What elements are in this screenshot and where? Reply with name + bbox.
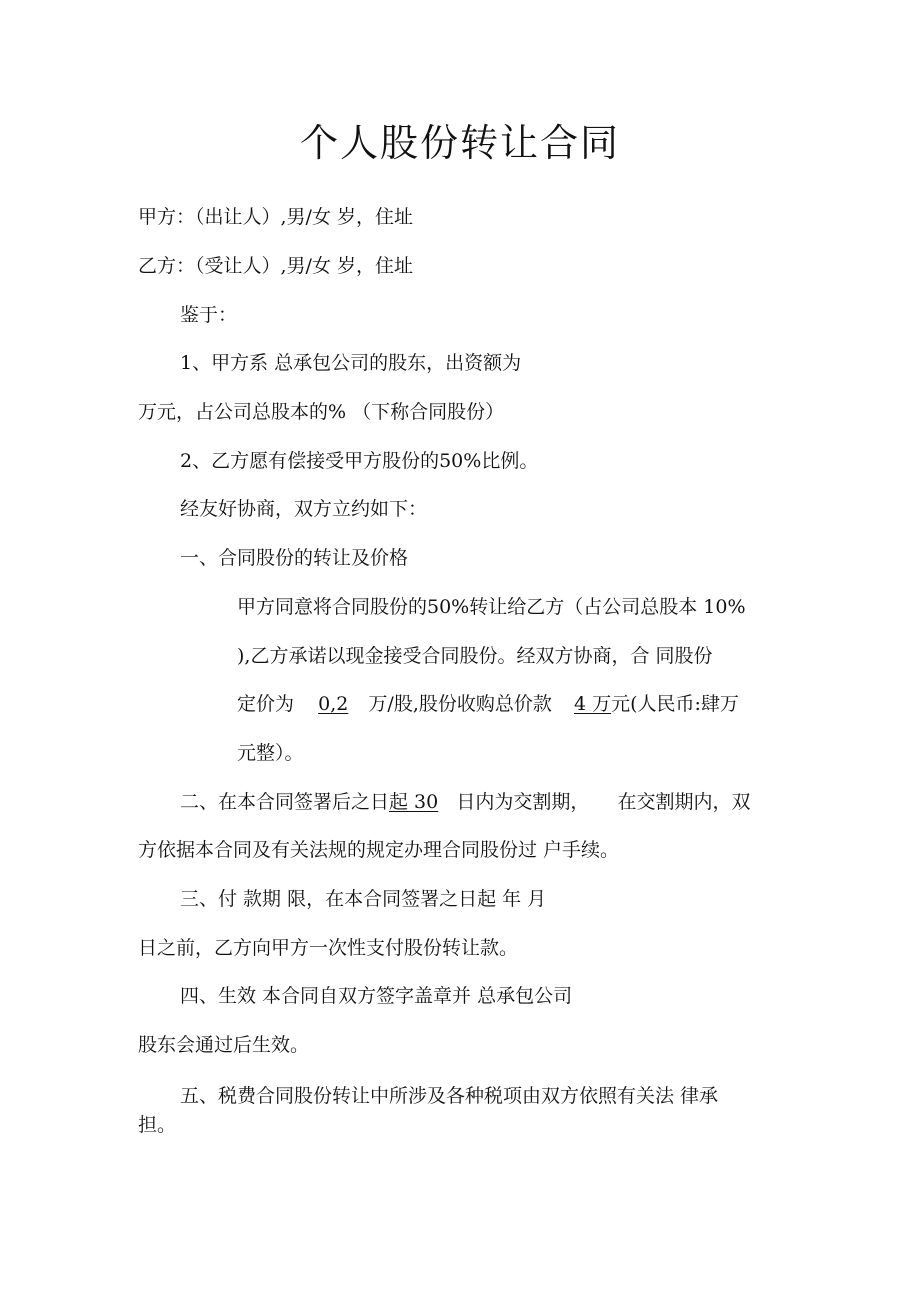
whereas-line: 鉴于： [180,304,238,326]
unit-price-value: 0,2 [318,693,349,715]
party-b-line: 乙方：（受让人）,男/女 岁，住址 [138,255,413,277]
section1-line3 [237,691,739,717]
agreement-intro: 经友好协商，双方立约如下： [180,498,428,520]
section5-line1: 五、税费合同股份转让中所涉及各种税项由双方依照有关法 律承 [180,1085,719,1107]
section5-line2: 担。 [138,1114,177,1136]
section2-line2: 方依据本合同及有关法规的规定办理合同股份过 户手续。 [138,839,620,861]
section3-line2: 日之前，乙方向甲方一次性支付股份转让款。 [138,937,519,959]
section2-line1 [180,789,750,815]
delivery-days: 起 30 [389,791,439,813]
party-a-line: 甲方：（出让人）,男/女 岁，住址 [138,206,413,228]
section1-heading: 一、合同股份的转让及价格 [180,547,409,569]
total-price-prefix: 万/股,股份收购总价款 [368,693,552,715]
contract-title: 个人股份转让合同 [299,121,620,165]
total-price-suffix: 元(人民币:肆万 [611,693,739,715]
section4-line2: 股东会通过后生效。 [138,1034,310,1056]
section2-text-a: 二、在本合同签署后之日 [180,791,390,813]
item2-line: 2、乙方愿有偿接受甲方股份的50%比例。 [180,450,539,472]
section1-line1: 甲方同意将合同股份的50%转让给乙方（占公司总股本 10% [237,596,746,618]
section1-line2: ),乙方承诺以现金接受合同股份。经双方协商，合 同股份 [237,645,713,667]
total-price-value: 4 万 [573,693,612,715]
section2-text-c: 在交割期内，双 [617,791,751,813]
item1-line1: 1、甲方系 总承包公司的股东，出资额为 [180,352,522,374]
section4-line1: 四、生效 本合同自双方签字盖章并 总承包公司 [180,985,573,1007]
section3-line1: 三、付 款期 限，在本合同签署之日起 年 月 [180,888,547,910]
price-prefix: 定价为 [237,693,295,715]
item1-line2: 万元，占公司总股本的% （下称合同股份） [138,401,505,423]
section1-line4: 元整）。 [237,742,304,764]
section2-text-b: 日内为交割期， [456,791,590,813]
